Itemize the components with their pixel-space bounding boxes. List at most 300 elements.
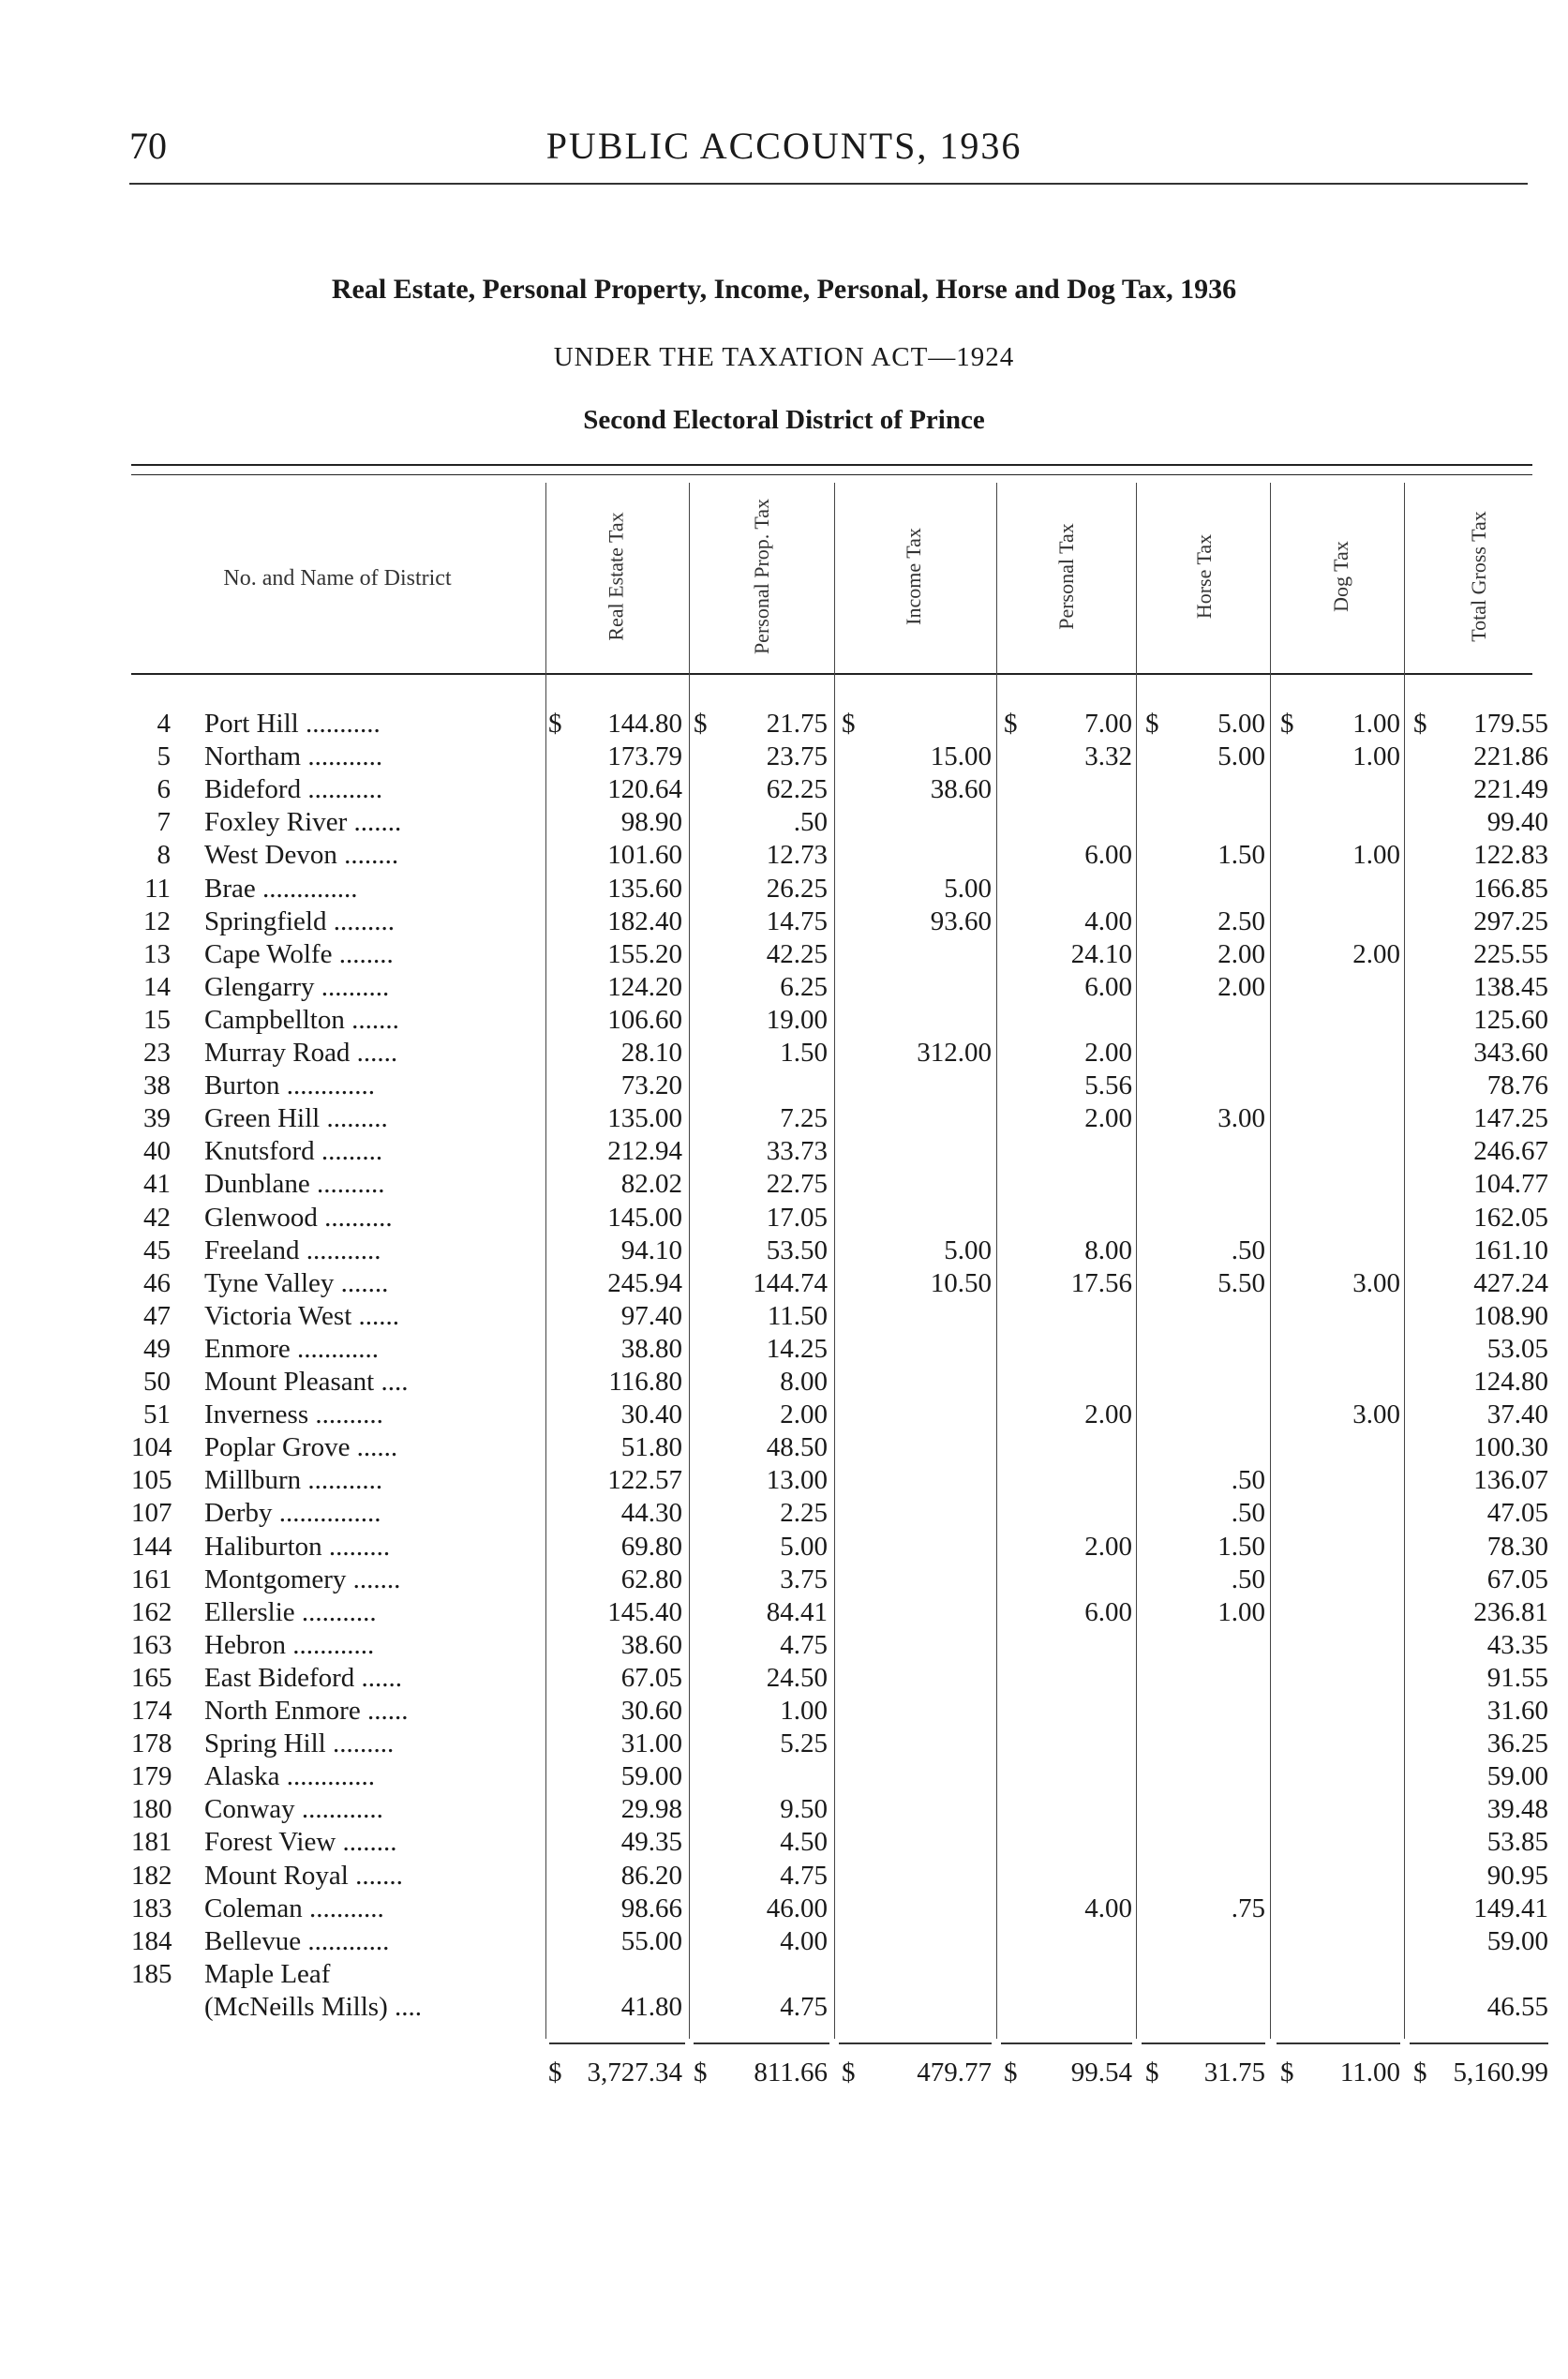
district-number: 185 xyxy=(131,1958,172,1989)
cell-pp: 14.75 xyxy=(766,905,828,936)
cell-re: 155.20 xyxy=(607,938,682,969)
cell-tot: 343.60 xyxy=(1473,1038,1548,1068)
total-hor: 31.75 xyxy=(1203,2057,1265,2087)
currency-symbol: $ xyxy=(842,709,856,739)
cell-re: 144.80 xyxy=(607,709,682,739)
cell-tot: 53.05 xyxy=(1486,1333,1548,1364)
cell-re: 106.60 xyxy=(607,1004,682,1035)
district-name: Springfield ......... xyxy=(204,905,395,936)
cell-tot: 125.60 xyxy=(1473,1004,1548,1035)
cell-hor: 5.00 xyxy=(1217,709,1265,739)
cell-tot: 149.41 xyxy=(1473,1893,1548,1923)
table-row xyxy=(0,1431,1568,1464)
cell-re: 116.80 xyxy=(608,1367,682,1397)
district-name: Ellerslie ........... xyxy=(204,1596,377,1627)
cell-pp: 62.25 xyxy=(766,774,828,805)
district-number: 174 xyxy=(131,1696,172,1726)
district-number: 104 xyxy=(131,1432,172,1463)
table-row xyxy=(0,806,1568,839)
district-name: Derby ............... xyxy=(204,1498,381,1529)
cell-pp: 24.50 xyxy=(766,1662,828,1693)
column-header-dog: Dog Tax xyxy=(1328,541,1352,612)
table-row xyxy=(0,938,1568,971)
cell-tot: 136.07 xyxy=(1473,1465,1548,1496)
cell-pp: 4.75 xyxy=(780,1860,828,1891)
cell-tot: 166.85 xyxy=(1473,873,1548,904)
district-number: 14 xyxy=(143,971,171,1002)
currency-symbol: $ xyxy=(694,709,708,739)
cell-pp: 4.75 xyxy=(780,1991,828,2022)
cell-dog: 1.00 xyxy=(1352,741,1400,772)
district-number: 49 xyxy=(143,1333,171,1364)
table-row xyxy=(0,1202,1568,1234)
total-per: 99.54 xyxy=(1070,2057,1132,2087)
cell-per: 6.00 xyxy=(1084,971,1132,1002)
district-number: 180 xyxy=(131,1794,172,1825)
page-header: PUBLIC ACCOUNTS, 1936 xyxy=(545,125,1023,167)
table-row xyxy=(0,1793,1568,1826)
district-name: Mount Pleasant .... xyxy=(204,1367,409,1397)
cell-tot: 221.86 xyxy=(1473,741,1548,772)
currency-symbol: $ xyxy=(1280,2057,1294,2087)
cell-pp: 12.73 xyxy=(766,840,828,871)
district-number: 41 xyxy=(143,1169,171,1200)
cell-re: 94.10 xyxy=(620,1234,682,1265)
cell-re: 173.79 xyxy=(607,741,682,772)
cell-pp: .50 xyxy=(793,807,828,838)
table-row xyxy=(0,1004,1568,1037)
district-name-continued: (McNeills Mills) .... xyxy=(204,1991,422,2022)
column-header-real-estate: Real Estate Tax xyxy=(605,512,628,641)
cell-per: 17.56 xyxy=(1070,1267,1132,1298)
cell-pp: 6.25 xyxy=(780,971,828,1002)
cell-dog: 3.00 xyxy=(1352,1399,1400,1430)
cell-tot: 104.77 xyxy=(1473,1169,1548,1200)
cell-tot: 179.55 xyxy=(1473,709,1548,739)
cell-re: 28.10 xyxy=(620,1038,682,1068)
cell-re: 98.90 xyxy=(620,807,682,838)
column-header-personal-prop: Personal Prop. Tax xyxy=(750,498,774,655)
page-number: 70 xyxy=(129,125,167,167)
cell-inc: 93.60 xyxy=(930,905,992,936)
currency-symbol: $ xyxy=(1004,2057,1018,2087)
cell-per: 2.00 xyxy=(1084,1038,1132,1068)
district-number: 46 xyxy=(143,1267,171,1298)
table-row xyxy=(0,1596,1568,1629)
total-tot: 5,160.99 xyxy=(1453,2057,1548,2087)
cell-hor: .50 xyxy=(1231,1564,1265,1594)
cell-pp: 21.75 xyxy=(766,709,828,739)
district-name: Inverness .......... xyxy=(204,1399,383,1430)
cell-re: 212.94 xyxy=(607,1136,682,1167)
column-header-personal: Personal Tax xyxy=(1053,523,1078,630)
cell-re: 101.60 xyxy=(607,840,682,871)
district-number: 13 xyxy=(143,938,171,969)
cell-per: 4.00 xyxy=(1084,905,1132,936)
cell-re: 145.40 xyxy=(607,1596,682,1627)
currency-symbol: $ xyxy=(1145,709,1159,739)
cell-pp: 2.25 xyxy=(780,1498,828,1529)
district-name: Cape Wolfe ........ xyxy=(204,938,394,969)
cell-per: 24.10 xyxy=(1070,938,1132,969)
sum-rule xyxy=(1001,2042,1132,2044)
cell-tot: 36.25 xyxy=(1486,1728,1548,1759)
cell-re: 31.00 xyxy=(620,1728,682,1759)
cell-hor: .50 xyxy=(1231,1465,1265,1496)
cell-pp: 7.25 xyxy=(780,1103,828,1134)
district-name: Montgomery ....... xyxy=(204,1564,401,1594)
district-number: 7 xyxy=(157,807,171,838)
district-name: Forest View ........ xyxy=(204,1827,397,1858)
cell-inc: 5.00 xyxy=(944,1234,992,1265)
cell-tot: 147.25 xyxy=(1473,1103,1548,1134)
cell-hor: 3.00 xyxy=(1217,1103,1265,1134)
table-row xyxy=(0,1695,1568,1728)
district-subtitle: Second Electoral District of Prince xyxy=(583,405,985,435)
cell-dog: 1.00 xyxy=(1352,840,1400,871)
cell-inc: 5.00 xyxy=(944,873,992,904)
district-number: 184 xyxy=(131,1925,172,1956)
table-row xyxy=(0,1464,1568,1497)
table-row xyxy=(0,971,1568,1004)
table-row xyxy=(0,741,1568,773)
cell-tot: 236.81 xyxy=(1473,1596,1548,1627)
total-pp: 811.66 xyxy=(754,2057,828,2087)
table-row xyxy=(0,1267,1568,1300)
cell-tot: 78.76 xyxy=(1486,1070,1548,1101)
totals-row xyxy=(0,2057,1568,2088)
district-name: North Enmore ...... xyxy=(204,1696,409,1726)
district-name: Brae .............. xyxy=(204,873,358,904)
district-name: Tyne Valley ....... xyxy=(204,1267,389,1298)
table-row xyxy=(0,1366,1568,1399)
column-header-income: Income Tax xyxy=(902,528,925,625)
district-number: 11 xyxy=(144,873,171,904)
header-rule xyxy=(129,183,1528,185)
cell-pp: 13.00 xyxy=(766,1465,828,1496)
table-row xyxy=(0,1629,1568,1662)
cell-pp: 33.73 xyxy=(766,1136,828,1167)
column-header-rule xyxy=(131,673,1532,675)
cell-pp: 8.00 xyxy=(780,1367,828,1397)
cell-hor: .75 xyxy=(1231,1893,1265,1923)
table-row xyxy=(0,1497,1568,1530)
cell-pp: 5.25 xyxy=(780,1728,828,1759)
cell-re: 41.80 xyxy=(620,1991,682,2022)
cell-pp: 84.41 xyxy=(766,1596,828,1627)
cell-hor: 2.00 xyxy=(1217,938,1265,969)
cell-pp: 11.50 xyxy=(767,1300,828,1331)
cell-inc: 312.00 xyxy=(917,1038,992,1068)
district-name: Alaska ............. xyxy=(204,1761,376,1792)
cell-hor: 2.00 xyxy=(1217,971,1265,1002)
cell-tot: 59.00 xyxy=(1486,1761,1548,1792)
district-name: West Devon ........ xyxy=(204,840,399,871)
column-header-horse: Horse Tax xyxy=(1192,533,1216,620)
district-number: 4 xyxy=(157,709,171,739)
cell-re: 69.80 xyxy=(620,1531,682,1562)
cell-tot: 47.05 xyxy=(1486,1498,1548,1529)
cell-pp: 9.50 xyxy=(780,1794,828,1825)
sum-rule xyxy=(1142,2042,1265,2044)
table-row xyxy=(0,1958,1568,2024)
district-name: Glenwood .......... xyxy=(204,1202,393,1233)
table-row xyxy=(0,1399,1568,1431)
cell-per: 4.00 xyxy=(1084,1893,1132,1923)
cell-re: 182.40 xyxy=(607,905,682,936)
cell-tot: 246.67 xyxy=(1473,1136,1548,1167)
district-name: Murray Road ...... xyxy=(204,1038,398,1068)
cell-re: 135.60 xyxy=(607,873,682,904)
cell-tot: 53.85 xyxy=(1486,1827,1548,1858)
currency-symbol: $ xyxy=(1145,2057,1159,2087)
table-row xyxy=(0,905,1568,938)
cell-pp: 4.00 xyxy=(780,1925,828,1956)
district-number: 47 xyxy=(143,1300,171,1331)
cell-tot: 122.83 xyxy=(1473,840,1548,871)
table-top-rule-thin xyxy=(131,474,1532,475)
district-number: 181 xyxy=(131,1827,172,1858)
cell-hor: .50 xyxy=(1231,1234,1265,1265)
cell-re: 38.60 xyxy=(620,1629,682,1660)
cell-pp: 23.75 xyxy=(766,741,828,772)
cell-tot: 59.00 xyxy=(1486,1925,1548,1956)
table-row xyxy=(0,839,1568,872)
district-number: 178 xyxy=(131,1728,172,1759)
cell-dog: 2.00 xyxy=(1352,938,1400,969)
cell-pp: 4.50 xyxy=(780,1827,828,1858)
table-row xyxy=(0,1531,1568,1564)
cell-re: 49.35 xyxy=(620,1827,682,1858)
cell-re: 145.00 xyxy=(607,1202,682,1233)
district-name: East Bideford ...... xyxy=(204,1662,403,1693)
cell-tot: 90.95 xyxy=(1486,1860,1548,1891)
cell-pp: 4.75 xyxy=(780,1629,828,1660)
currency-symbol: $ xyxy=(548,709,562,739)
cell-tot: 100.30 xyxy=(1473,1432,1548,1463)
cell-per: 2.00 xyxy=(1084,1531,1132,1562)
cell-inc: 38.60 xyxy=(930,774,992,805)
currency-symbol: $ xyxy=(694,2057,708,2087)
cell-pp: 14.25 xyxy=(766,1333,828,1364)
cell-re: 30.40 xyxy=(620,1399,682,1430)
table-row xyxy=(0,1135,1568,1168)
currency-symbol: $ xyxy=(1413,709,1427,739)
district-name: Burton ............. xyxy=(204,1070,376,1101)
column-header-total: Total Gross Tax xyxy=(1467,511,1490,642)
district-name: Haliburton ......... xyxy=(204,1531,391,1562)
sum-rule xyxy=(839,2042,992,2044)
district-name: Victoria West ...... xyxy=(204,1300,400,1331)
cell-tot: 297.25 xyxy=(1473,905,1548,936)
cell-per: 6.00 xyxy=(1084,840,1132,871)
cell-dog: 3.00 xyxy=(1352,1267,1400,1298)
cell-re: 67.05 xyxy=(620,1662,682,1693)
table-row xyxy=(0,1564,1568,1596)
sum-rule xyxy=(694,2042,829,2044)
district-number: 51 xyxy=(143,1399,171,1430)
cell-tot: 99.40 xyxy=(1486,807,1548,838)
cell-pp: 53.50 xyxy=(766,1234,828,1265)
district-name: Mount Royal ....... xyxy=(204,1860,403,1891)
district-name: Green Hill ......... xyxy=(204,1103,388,1134)
cell-per: 6.00 xyxy=(1084,1596,1132,1627)
district-name: Dunblane .......... xyxy=(204,1169,385,1200)
cell-hor: .50 xyxy=(1231,1498,1265,1529)
cell-tot: 225.55 xyxy=(1473,938,1548,969)
cell-tot: 37.40 xyxy=(1486,1399,1548,1430)
district-name: Spring Hill ......... xyxy=(204,1728,395,1759)
cell-re: 86.20 xyxy=(620,1860,682,1891)
table-row xyxy=(0,1168,1568,1201)
cell-tot: 138.45 xyxy=(1473,971,1548,1002)
district-number: 40 xyxy=(143,1136,171,1167)
district-name: Coleman ........... xyxy=(204,1893,384,1923)
table-title: Real Estate, Personal Property, Income, Personal, Horse and Dog Tax, 1936 xyxy=(331,274,1237,305)
cell-re: 73.20 xyxy=(620,1070,682,1101)
cell-per: 3.32 xyxy=(1084,741,1132,772)
cell-re: 44.30 xyxy=(620,1498,682,1529)
table-row xyxy=(0,1333,1568,1366)
district-name: Bellevue ............ xyxy=(204,1925,390,1956)
cell-re: 120.64 xyxy=(607,774,682,805)
cell-re: 124.20 xyxy=(607,971,682,1002)
district-number: 144 xyxy=(131,1531,172,1562)
cell-tot: 39.48 xyxy=(1486,1794,1548,1825)
table-row xyxy=(0,1860,1568,1893)
cell-pp: 46.00 xyxy=(766,1893,828,1923)
district-name: Foxley River ....... xyxy=(204,807,402,838)
cell-re: 29.98 xyxy=(620,1794,682,1825)
table-row xyxy=(0,1760,1568,1793)
cell-re: 38.80 xyxy=(620,1333,682,1364)
district-name: Port Hill ........... xyxy=(204,709,381,739)
cell-re: 97.40 xyxy=(620,1300,682,1331)
cell-pp: 17.05 xyxy=(766,1202,828,1233)
cell-re: 30.60 xyxy=(620,1696,682,1726)
cell-tot: 162.05 xyxy=(1473,1202,1548,1233)
district-name: Glengarry .......... xyxy=(204,971,390,1002)
district-number: 50 xyxy=(143,1367,171,1397)
sum-rule xyxy=(1277,2042,1400,2044)
district-name: Bideford ........... xyxy=(204,774,383,805)
currency-symbol: $ xyxy=(1280,709,1294,739)
cell-tot: 221.49 xyxy=(1473,774,1548,805)
district-number: 161 xyxy=(131,1564,172,1594)
district-number: 107 xyxy=(131,1498,172,1529)
district-name: Northam ........... xyxy=(204,741,383,772)
district-column-header: No. and Name of District xyxy=(223,566,452,591)
cell-hor: 5.00 xyxy=(1217,741,1265,772)
cell-re: 51.80 xyxy=(620,1432,682,1463)
cell-hor: 2.50 xyxy=(1217,905,1265,936)
cell-tot: 31.60 xyxy=(1486,1696,1548,1726)
cell-pp: 26.25 xyxy=(766,873,828,904)
cell-tot: 46.55 xyxy=(1486,1991,1548,2022)
currency-symbol: $ xyxy=(1413,2057,1427,2087)
district-name: Millburn ........... xyxy=(204,1465,383,1496)
cell-re: 245.94 xyxy=(607,1267,682,1298)
cell-tot: 78.30 xyxy=(1486,1531,1548,1562)
district-number: 182 xyxy=(131,1860,172,1891)
district-number: 39 xyxy=(143,1103,171,1134)
district-number: 5 xyxy=(157,741,171,772)
cell-per: 5.56 xyxy=(1084,1070,1132,1101)
table-row xyxy=(0,1662,1568,1695)
district-number: 8 xyxy=(157,840,171,871)
cell-tot: 161.10 xyxy=(1473,1234,1548,1265)
district-name: Maple Leaf xyxy=(204,1958,331,1989)
cell-tot: 124.80 xyxy=(1473,1367,1548,1397)
table-row xyxy=(0,1728,1568,1760)
total-re: 3,727.34 xyxy=(587,2057,682,2087)
district-name: Knutsford ......... xyxy=(204,1136,383,1167)
sum-rule xyxy=(549,2042,685,2044)
cell-re: 82.02 xyxy=(620,1169,682,1200)
district-number: 163 xyxy=(131,1629,172,1660)
currency-symbol: $ xyxy=(548,2057,562,2087)
cell-hor: 1.50 xyxy=(1217,1531,1265,1562)
cell-pp: 144.74 xyxy=(753,1267,828,1298)
table-row xyxy=(0,1826,1568,1859)
cell-tot: 67.05 xyxy=(1486,1564,1548,1594)
cell-per: 2.00 xyxy=(1084,1103,1132,1134)
district-number: 183 xyxy=(131,1893,172,1923)
total-inc: 479.77 xyxy=(917,2057,992,2087)
table-row xyxy=(0,1893,1568,1925)
district-number: 179 xyxy=(131,1761,172,1792)
cell-re: 98.66 xyxy=(620,1893,682,1923)
cell-tot: 43.35 xyxy=(1486,1629,1548,1660)
cell-inc: 15.00 xyxy=(930,741,992,772)
cell-pp: 22.75 xyxy=(766,1169,828,1200)
cell-pp: 1.00 xyxy=(780,1696,828,1726)
currency-symbol: $ xyxy=(842,2057,856,2087)
cell-pp: 48.50 xyxy=(766,1432,828,1463)
table-row xyxy=(0,773,1568,806)
cell-pp: 2.00 xyxy=(780,1399,828,1430)
cell-hor: 1.00 xyxy=(1217,1596,1265,1627)
cell-re: 55.00 xyxy=(620,1925,682,1956)
cell-tot: 91.55 xyxy=(1486,1662,1548,1693)
district-number: 42 xyxy=(143,1202,171,1233)
district-name: Hebron ............ xyxy=(204,1629,375,1660)
cell-per: 7.00 xyxy=(1084,709,1132,739)
table-row xyxy=(0,1925,1568,1958)
total-dog: 11.00 xyxy=(1339,2057,1400,2087)
sum-rule xyxy=(1410,2042,1548,2044)
district-number: 23 xyxy=(143,1038,171,1068)
cell-hor: 5.50 xyxy=(1217,1267,1265,1298)
district-name: Freeland ........... xyxy=(204,1234,381,1265)
district-number: 165 xyxy=(131,1662,172,1693)
table-row xyxy=(0,1300,1568,1333)
cell-re: 135.00 xyxy=(607,1103,682,1134)
cell-hor: 1.50 xyxy=(1217,840,1265,871)
cell-tot: 427.24 xyxy=(1473,1267,1548,1298)
cell-per: 2.00 xyxy=(1084,1399,1132,1430)
cell-pp: 19.00 xyxy=(766,1004,828,1035)
district-number: 12 xyxy=(143,905,171,936)
district-name: Campbellton ....... xyxy=(204,1004,399,1035)
district-name: Enmore ............ xyxy=(204,1333,380,1364)
district-number: 15 xyxy=(143,1004,171,1035)
table-row xyxy=(0,1234,1568,1267)
table-row xyxy=(0,1037,1568,1070)
table-row xyxy=(0,1102,1568,1135)
cell-pp: 1.50 xyxy=(780,1038,828,1068)
cell-pp: 5.00 xyxy=(780,1531,828,1562)
